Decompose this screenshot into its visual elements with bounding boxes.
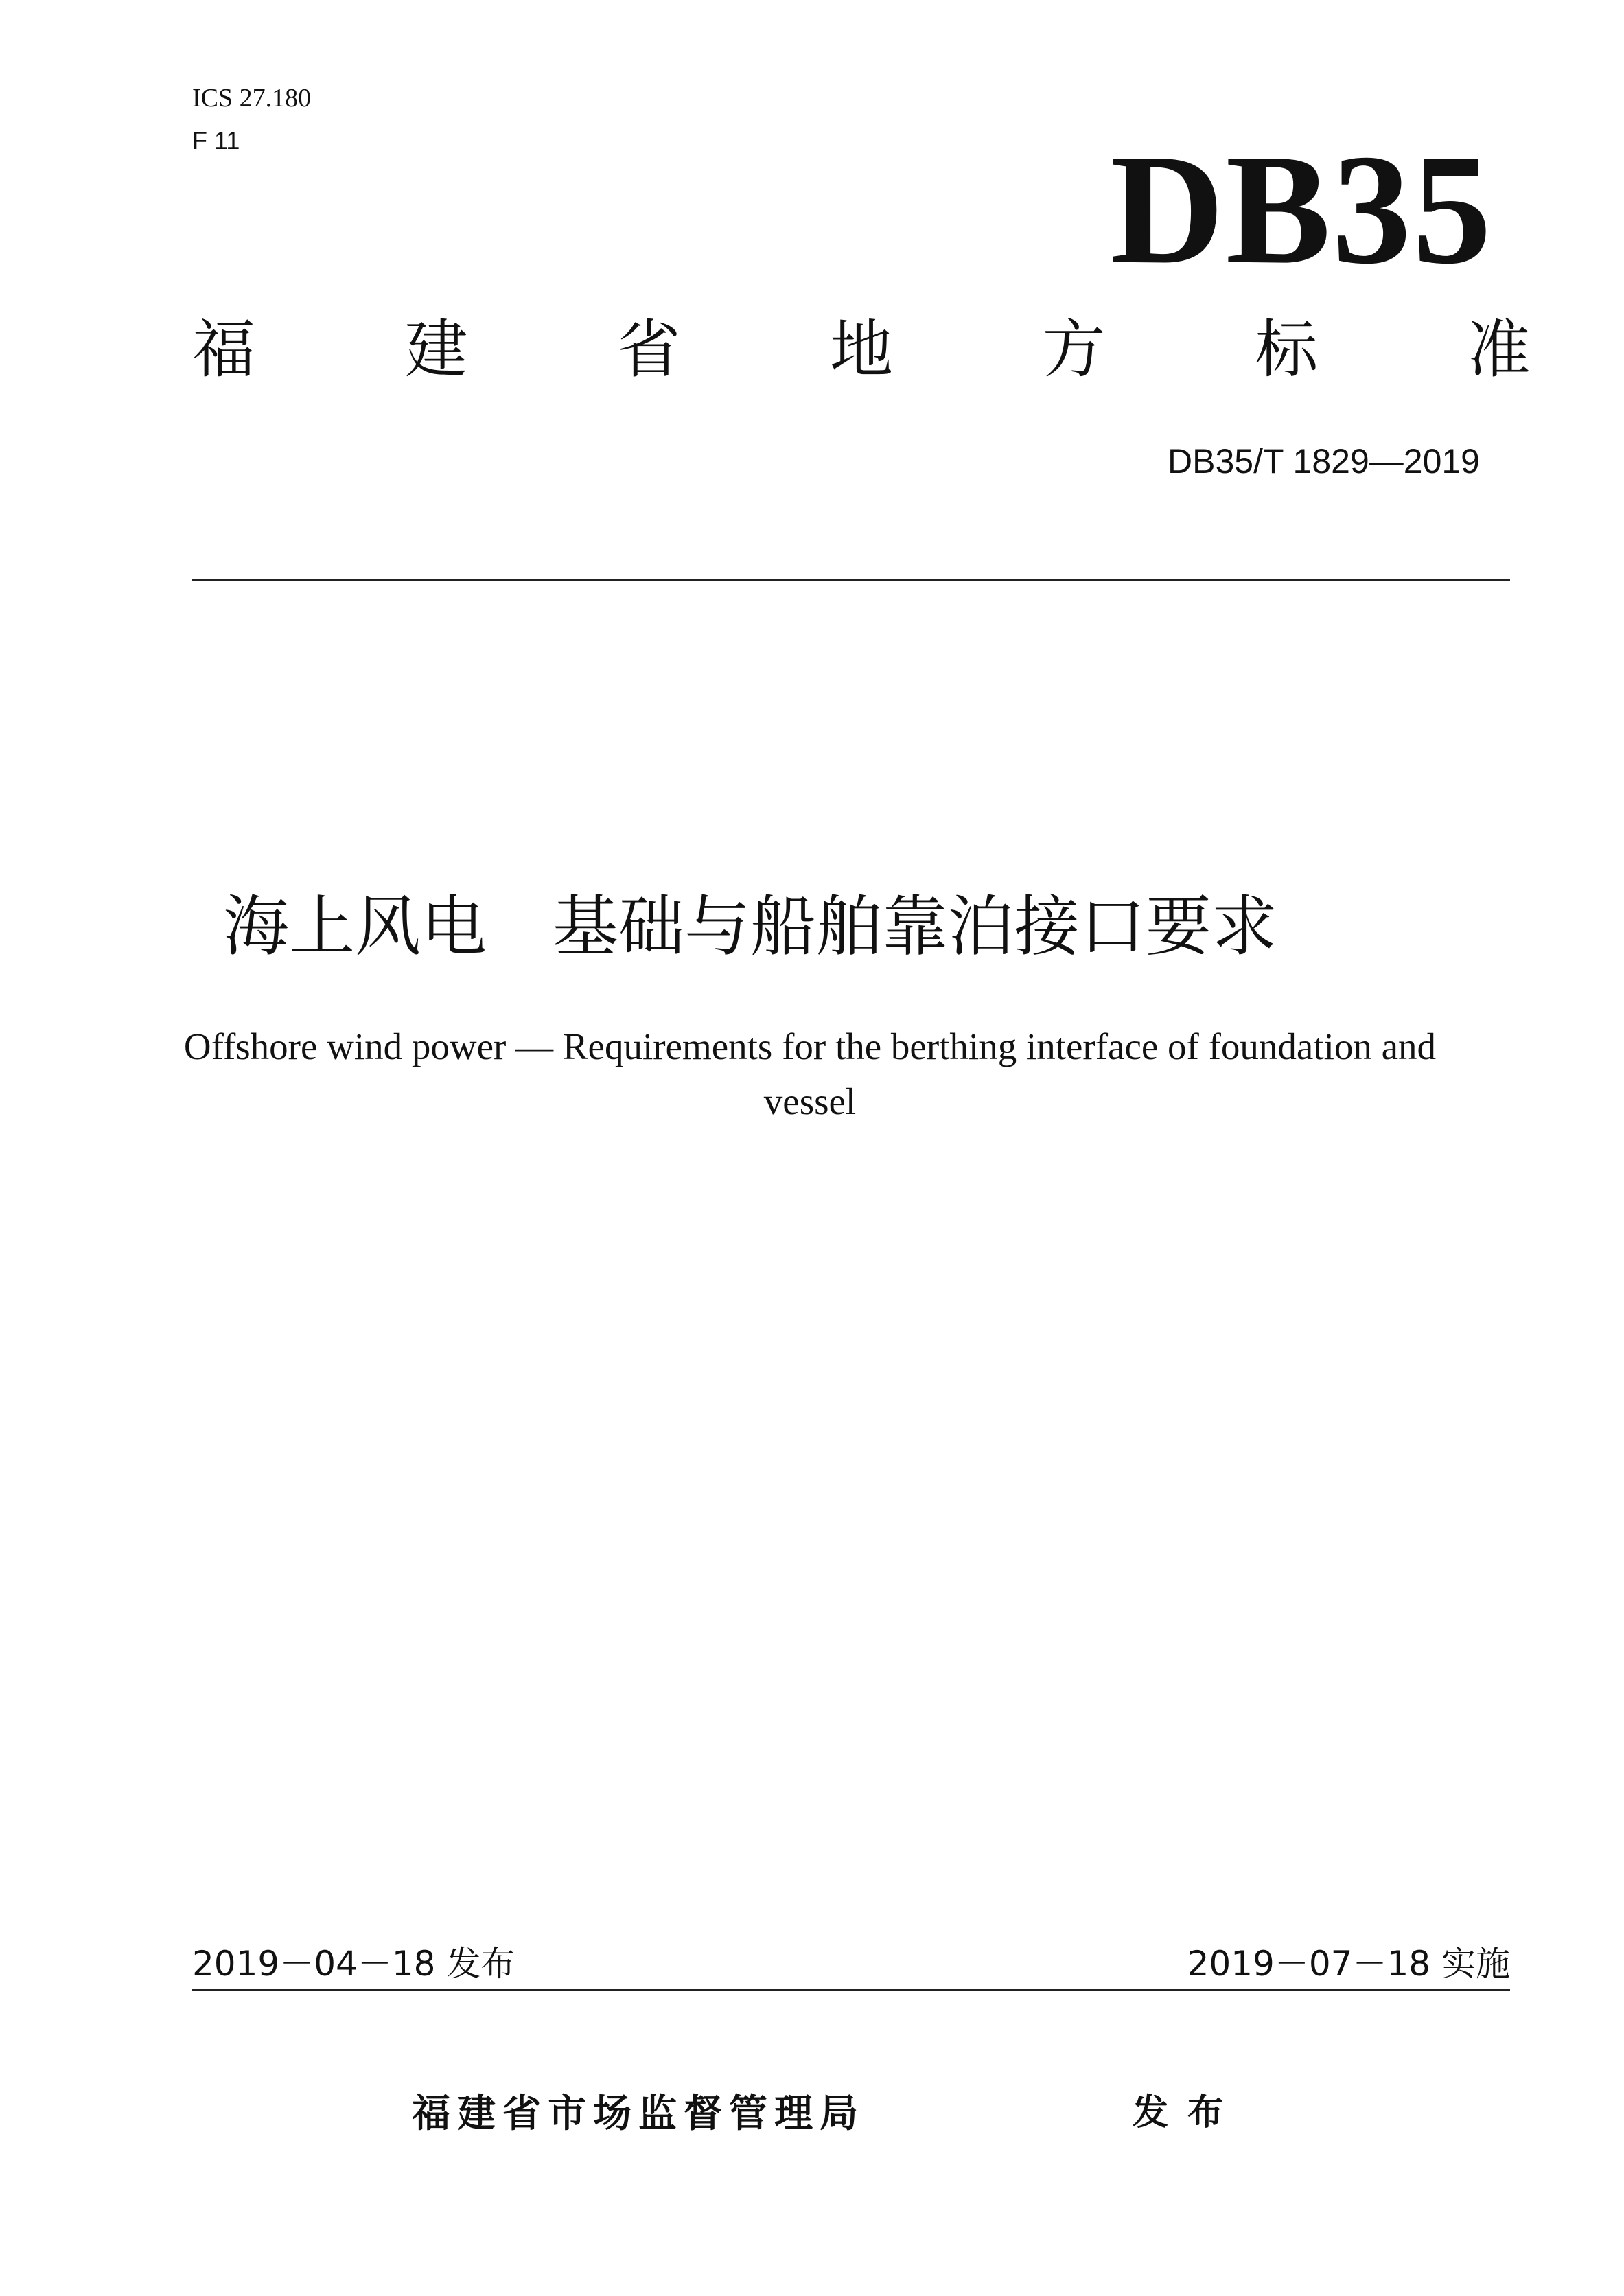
standard-type-char: 标	[1255, 313, 1319, 386]
standard-type-char: 地	[829, 313, 893, 386]
header-divider	[192, 579, 1510, 581]
standard-type-char: 福	[192, 313, 256, 386]
standard-type-char: 省	[617, 313, 681, 386]
ics-code: ICS 27.180	[192, 84, 312, 113]
document-title-chinese: 海上风电 基础与船舶靠泊接口要求	[223, 888, 1277, 965]
issue-label: 发布	[1133, 2092, 1243, 2133]
footer-divider	[192, 1989, 1510, 1991]
effective-date: 2019－07－18 实施	[1187, 1944, 1510, 1984]
document-title-english: Offshore wind power — Requirements for the berthing interface of foundation and vessel	[183, 1025, 1437, 1122]
standard-number: DB35/T 1829—2019	[1168, 442, 1480, 480]
standard-type-char: 建	[404, 313, 468, 386]
standard-type-char: 准	[1467, 313, 1531, 386]
classification-code: F 11	[192, 126, 240, 154]
standard-logo: DB35	[1110, 121, 1493, 297]
standard-type-char: 方	[1042, 313, 1106, 386]
standard-type-heading	[192, 312, 1531, 388]
publish-date: 2019－04－18 发布	[192, 1944, 515, 1984]
issuing-authority: 福建省市场监督管理局	[412, 2091, 865, 2136]
